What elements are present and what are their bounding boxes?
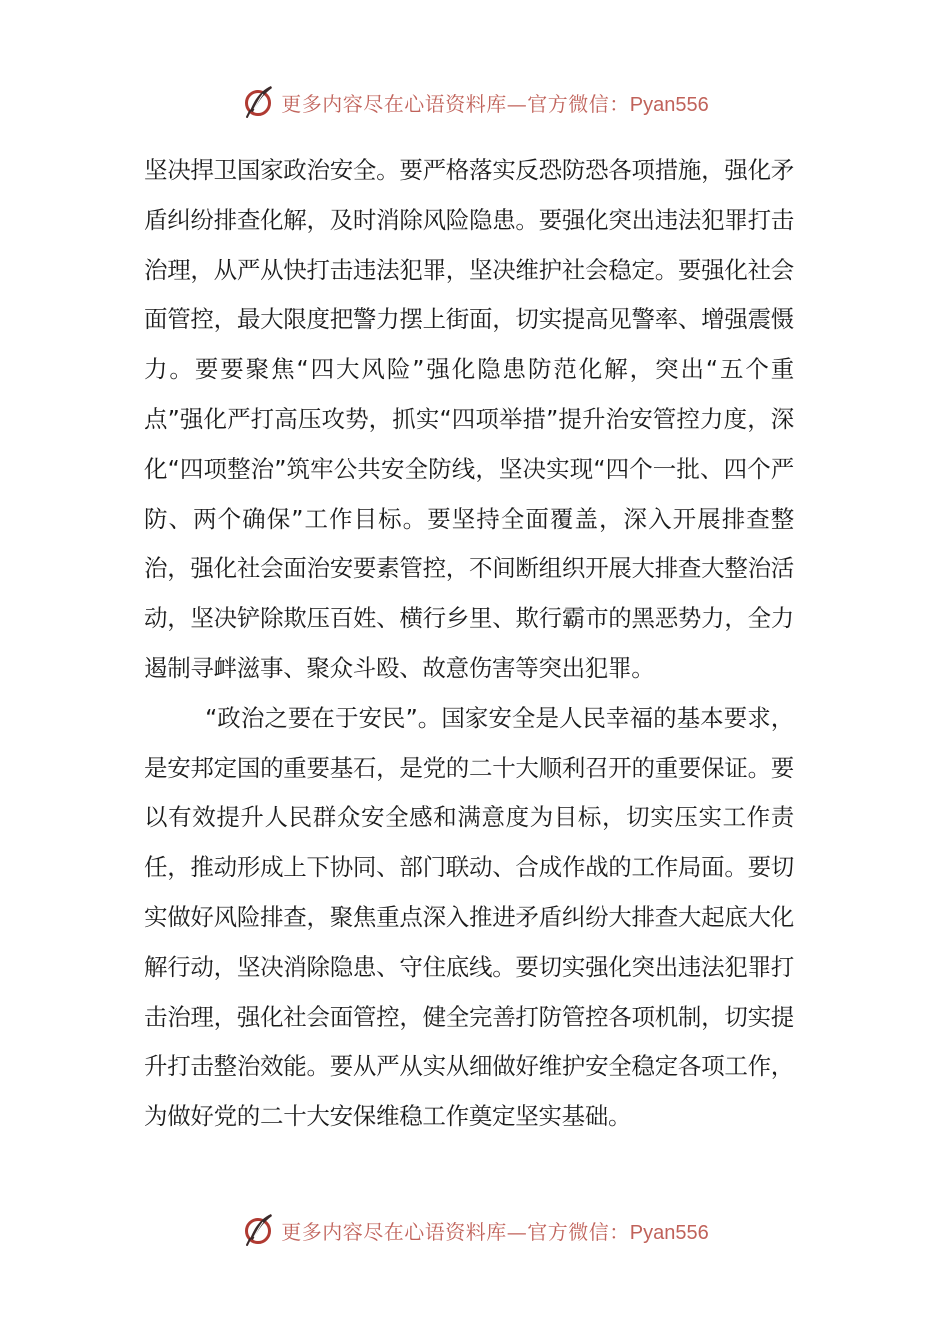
header-banner [0, 82, 950, 122]
wechat-handle: Pyan556 [629, 93, 709, 116]
paragraph-2: “政治之要在于安民”。国家安全是人民幸福的基本要求，是安邦定国的重要基石，是党的二十大顺利召开的重要保证。要以有效提升人民群众安全感和满意度为目标，切实压实工作责任，推动形成上下协同、部门联动、合成作战的工作局面。要切实做好风险排查，聚焦重点深入推进矛盾纠纷大排查大起底大化解行动，坚决消除隐患、守住底线。要切实强化突出违法犯罪打击治理，强化社会面管控，健全完善打防管控各项机制，切实提升打击整治效能。要从严从实从细做好维护安全稳定各项工作，为做好党的二十大安保维稳工作奠定坚实基础。 [144, 703, 794, 1131]
wechat-handle: Pyan556 [629, 1221, 709, 1244]
document-body [144, 146, 794, 1142]
quill-pen-logo-icon [241, 84, 277, 120]
footer-banner [0, 1210, 950, 1250]
quill-pen-logo-icon [241, 1212, 277, 1248]
paragraph-1: 坚决捍卫国家政治安全。要严格落实反恐防恐各项措施，强化矛盾纠纷排查化解，及时消除风险隐患。要强化突出违法犯罪打击治理，从严从快打击违法犯罪，坚决维护社会稳定。要强化社会面管控，最大限度把警力摆上街面，切实提高见警率、增强震慑力。要要聚焦“四大风险”强化隐患防范化解，突出“五个重点”强化严打高压攻势，抓实“四项举措”提升治安管控力度，深化“四项整治”筑牢公共安全防线，坚决实现“四个一批、四个严防、两个确保”工作目标。要坚持全面覆盖，深入开展排查整治，强化社会面治安要素管控，不间断组织开展大排查大整治活动，坚决铲除欺压百姓、横行乡里、欺行霸市的黑恶势力，全力遏制寻衅滋事、聚众斗殴、故意伤害等突出犯罪。 [144, 156, 794, 682]
banner-text: 更多内容尽在心语资料库—官方微信：Pyan556 [281, 91, 709, 116]
banner-text: 更多内容尽在心语资料库—官方微信：Pyan556 [281, 1219, 709, 1244]
